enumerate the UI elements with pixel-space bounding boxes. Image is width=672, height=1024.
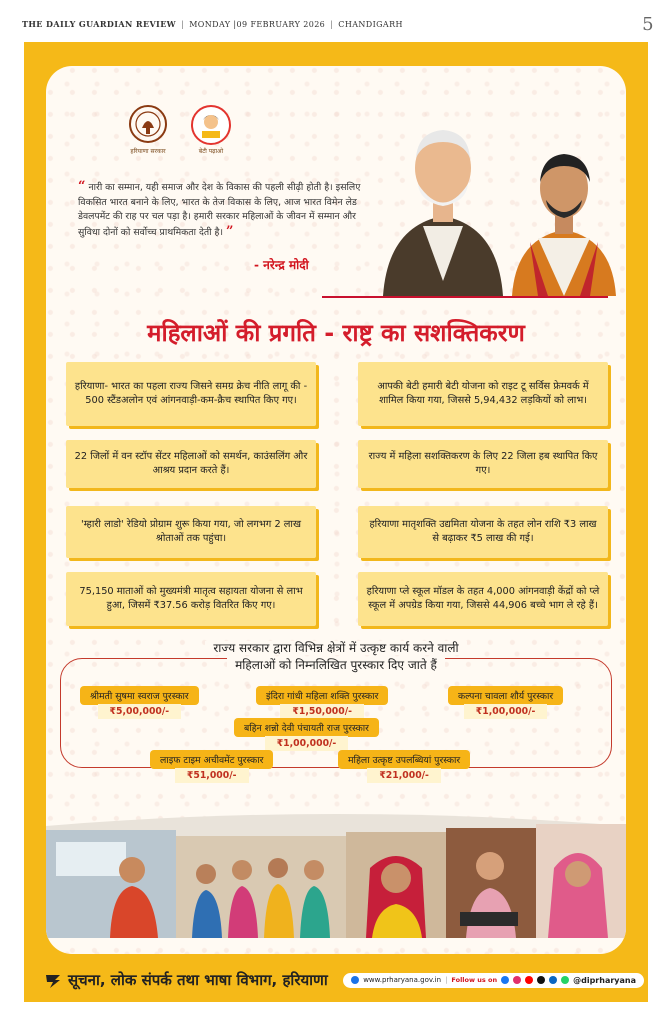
- social-links: [343, 973, 644, 988]
- haryana-govt-logo: [128, 104, 168, 155]
- masthead-date: MONDAY |09 FEBRUARY 2026: [189, 19, 326, 29]
- fact-box: 'म्हारी लाडो' रेडियो प्रोग्राम शुरू किया गया, जो लगभग 2 लाख श्रोताओं तक पहुंचा।: [66, 506, 316, 558]
- award-value: ₹1,00,000/-: [464, 704, 548, 719]
- masthead-separator: |: [330, 19, 334, 29]
- x-icon[interactable]: [537, 976, 545, 984]
- award-name: बहिन शन्नो देवी पंचायती राज पुरस्कार: [234, 718, 379, 737]
- youtube-icon[interactable]: [525, 976, 533, 984]
- awards-title-line1: राज्य सरकार द्वारा विभिन्न क्षेत्रों में उत्कृष्ट कार्य करने वाली: [205, 641, 466, 655]
- page-number: 5: [642, 13, 654, 35]
- footer: [44, 964, 644, 996]
- award-name: कल्पना चावला शौर्य पुरस्कार: [448, 686, 563, 705]
- follow-label: Follow us on: [451, 976, 498, 984]
- masthead-separator: |: [181, 19, 185, 29]
- masthead: [22, 12, 654, 36]
- fact-box: 22 जिलों में वन स्टॉप सेंटर महिलाओं को समर्थन, काउंसलिंग और आश्रय प्रदान करते हैं।: [66, 440, 316, 488]
- linkedin-icon[interactable]: [549, 976, 557, 984]
- award-name: महिला उत्कृष्ट उपलब्धियां पुरस्कार: [338, 750, 470, 769]
- beti-bachao-icon: [190, 104, 232, 146]
- women-photo-collage: [46, 808, 626, 938]
- page-headline: महिलाओं की प्रगति - राष्ट्र का सशक्तिकरण: [147, 319, 525, 347]
- quote-open-mark: “: [78, 179, 86, 194]
- award-name: श्रीमती सुषमा स्वराज पुरस्कार: [80, 686, 199, 705]
- award-name: लाइफ टाइम अचीवमेंट पुरस्कार: [150, 750, 273, 769]
- fact-box: हरियाणा प्ले स्कूल मॉडल के तहत 4,000 आंगनवाड़ी केंद्रों को प्ले स्कूल में अपग्रेड किया गया, जिससे 44,906 बच्चे भाग ले रहे हैं।: [358, 572, 608, 626]
- award-item: [80, 686, 199, 719]
- advertisement-panel: [46, 66, 626, 954]
- globe-icon: [351, 976, 359, 984]
- award-value: ₹21,000/-: [367, 768, 441, 783]
- awards-title: [46, 640, 626, 674]
- pm-quote: [78, 180, 370, 240]
- portrait-narendra-modi: [378, 106, 508, 296]
- quote-author: - नरेन्द्र मोदी: [254, 258, 309, 272]
- fact-box: आपकी बेटी हमारी बेटी योजना को राइट टू सर्विस फ्रेमवर्क में शामिल किया गया, जिससे 5,94,432 लड़कियों को लाभ।: [358, 362, 608, 426]
- advertisement-frame: [24, 42, 648, 1002]
- quote-text: नारी का सम्मान, यही समाज और देश के विकास की पहली सीढ़ी होती है। इसलिए विकसित भारत बनाने के लिए, भारत के तेज विकास के लिए, आज भारत विमेन लेड डेवलपमेंट की राह पर चल पड़ा है। हमारी सरकार महिलाओं के जीवन में सम्मान और सुविधा दोनों को सर्वोच्च प्राथमिकता देती है।: [78, 182, 361, 238]
- award-value: ₹5,00,000/-: [98, 704, 182, 719]
- whatsapp-icon[interactable]: [561, 976, 569, 984]
- department-emblem-icon: [44, 971, 62, 989]
- haryana-emblem-icon: [128, 104, 168, 146]
- portrait-modi-image: [378, 106, 508, 296]
- facebook-icon[interactable]: [501, 976, 509, 984]
- instagram-icon[interactable]: [513, 976, 521, 984]
- beti-bachao-logo: [190, 104, 232, 155]
- award-item: [256, 686, 388, 719]
- award-value: ₹1,00,000/-: [265, 736, 349, 751]
- logos: [128, 104, 232, 155]
- award-value: ₹1,50,000/-: [280, 704, 364, 719]
- beti-logo-caption: बेटी पढ़ाओ: [198, 148, 224, 155]
- award-item: [234, 718, 379, 751]
- portrait-saini-image: [508, 138, 620, 296]
- fact-box: राज्य में महिला सशक्तिकरण के लिए 22 जिला हब स्थापित किए गए।: [358, 440, 608, 488]
- department-label: सूचना, लोक संपर्क तथा भाषा विभाग, हरियाणा: [68, 971, 328, 989]
- quote-close-mark: ”: [225, 223, 234, 239]
- award-item: [448, 686, 563, 719]
- fact-box: हरियाणा मातृशक्ति उद्यमिता योजना के तहत लोन राशि ₹3 लाख से बढ़ाकर ₹5 लाख की गई।: [358, 506, 608, 558]
- photo-collage-image: [46, 808, 626, 938]
- website-link[interactable]: www.prharyana.gov.in: [363, 976, 442, 984]
- department-name: [44, 970, 328, 990]
- award-value: ₹51,000/-: [175, 768, 249, 783]
- award-name: इंदिरा गांधी महिला शक्ति पुरस्कार: [256, 686, 388, 705]
- social-handle[interactable]: @diprharyana: [573, 975, 636, 985]
- social-separator: |: [445, 976, 448, 984]
- haryana-logo-caption: हरियाणा सरकार: [130, 148, 166, 155]
- newspaper-name: THE DAILY GUARDIAN REVIEW: [22, 19, 177, 29]
- award-item: [150, 750, 273, 783]
- award-item: [338, 750, 470, 783]
- fact-box: हरियाणा- भारत का पहला राज्य जिसने समग्र क्रेच नीति लागू की - 500 स्टैंडअलोन एवं आंगनवाड़ी-कम-क्रैच स्थापित किए गए।: [66, 362, 316, 426]
- divider-line: [322, 296, 608, 298]
- fact-box: 75,150 माताओं को मुख्यमंत्री मातृत्व सहायता योजना से लाभ हुआ, जिसमें ₹37.56 करोड़ वितरित किए गए।: [66, 572, 316, 626]
- portrait-nayab-saini: [508, 138, 620, 296]
- awards-title-line2: महिलाओं को निम्नलिखित पुरस्कार दिए जाते हैं: [227, 658, 445, 672]
- masthead-city: CHANDIGARH: [338, 19, 403, 29]
